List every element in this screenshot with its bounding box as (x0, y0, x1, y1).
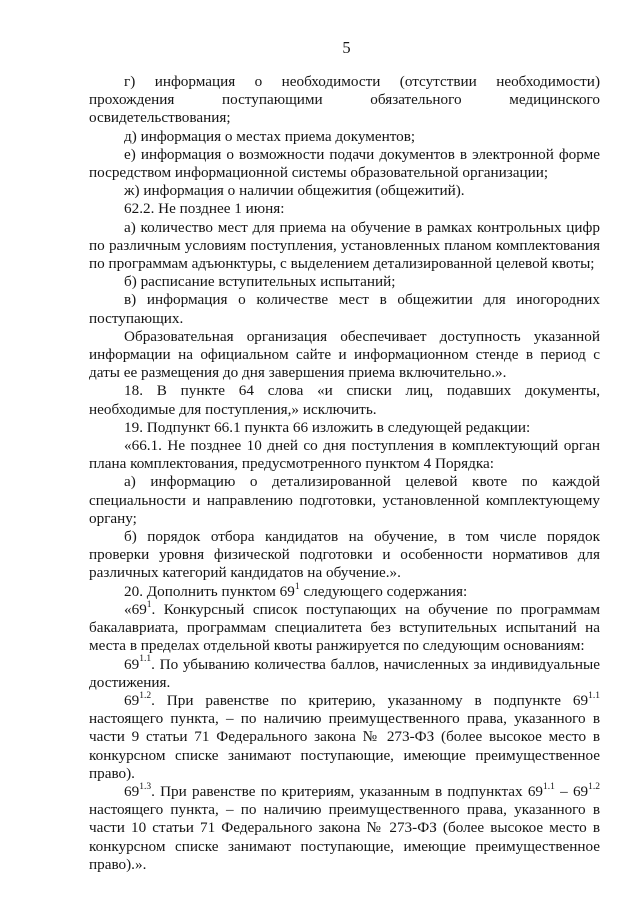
paragraph (89, 273, 600, 291)
paragraph (89, 528, 600, 583)
paragraph-text: «69 (124, 600, 147, 618)
paragraph-text: г) информация о необходимости (отсутствии необходимости) прохождения поступающими обязательного медицинского освидетельствования; (89, 73, 600, 127)
paragraph-text: . При равенстве по критерию, указанному в подпункте 69 (151, 691, 589, 709)
superscript: 1 (294, 581, 300, 592)
document-body (89, 73, 600, 874)
paragraph-text: – 69 (554, 782, 589, 800)
paragraph-text: . По убыванию количества баллов, начисленных за индивидуальные достижения. (89, 655, 600, 691)
paragraph (89, 583, 600, 601)
paragraph-text: а) количество мест для приема на обучение в рамках контрольных цифр по различным условиям поступления, установленных планом комплектования по программам адъюнктуры, с выделением детализированной целевой квоты; (89, 218, 600, 273)
paragraph-text: . Конкурсный список поступающих на обучение по программам бакалавриата, программам специалитета без вступительных испытаний на места в пределах отдельной квоты ранжируется по следующим основаниям: (89, 600, 600, 655)
paragraph-text: 20. Дополнить пунктом 69 (124, 582, 295, 600)
superscript: 1.1 (543, 781, 555, 792)
paragraph-text: «66.1. Не позднее 10 дней со дня поступления в комплектующий орган плана комплектования, предусмотренного пунктом 4 Порядка: (89, 437, 600, 473)
paragraph (89, 382, 600, 418)
superscript: 1.3 (139, 781, 152, 792)
paragraph-text: 18. В пункте 64 слова «и списки лиц, подавших документы, необходимые для поступления,» исключить. (89, 382, 600, 418)
paragraph (89, 219, 600, 274)
paragraph-text: Образовательная организация обеспечивает доступность указанной информации на официальном сайте и информационном стенде в период с даты ее размещения до дня завершения приема включительно.». (89, 327, 600, 382)
paragraph-text: б) порядок отбора кандидатов на обучение, в том числе порядок проверки уровня физической подготовки и особенности нормативов для различных категорий кандидатов на обучение.». (89, 528, 600, 582)
paragraph-text: следующего содержания: (299, 582, 468, 600)
paragraph (89, 291, 600, 327)
superscript: 1.2 (588, 781, 600, 792)
paragraph (89, 656, 600, 692)
paragraph (89, 692, 600, 783)
paragraph-text: ж) информация о наличии общежития (общежитий). (124, 182, 465, 200)
paragraph-text: б) расписание вступительных испытаний; (124, 273, 396, 291)
paragraph (89, 73, 600, 128)
paragraph (89, 182, 600, 200)
paragraph (89, 473, 600, 528)
paragraph-text: д) информация о местах приема документов; (124, 127, 416, 145)
superscript: 1 (146, 599, 152, 610)
paragraph-text: а) информацию о детализированной целевой квоте по каждой специальности и направлению подготовки, установленной комплектующему органу; (89, 473, 600, 527)
paragraph (89, 200, 600, 218)
paragraph (89, 419, 600, 437)
paragraph (89, 783, 600, 874)
paragraph-text: е) информация о возможности подачи документов в электронной форме посредством информационной системы образовательной организации; (89, 145, 600, 182)
page-number: 5 (342, 38, 351, 57)
paragraph (89, 128, 600, 146)
paragraph-text: в) информация о количестве мест в общежитии для иногородних поступающих. (89, 291, 600, 327)
paragraph-text: настоящего пункта, – по наличию преимущественного права, указанного в части 9 статьи 71 Федерального закона № 273-ФЗ (более высокое место в конкурсном списке занимают поступающие, имеющие преимущественное право). (89, 710, 600, 782)
paragraph-text: настоящего пункта, – по наличию преимущественного права, указанного в части 10 статьи 71 Федерального закона № 273-ФЗ (более высокое место в конкурсном списке занимают поступающие, имеющие преимущественное право).». (89, 801, 600, 873)
paragraph-text: 69 (124, 655, 140, 673)
paragraph (89, 437, 600, 473)
paragraph-text: 19. Подпункт 66.1 пункта 66 изложить в следующей редакции: (124, 418, 531, 436)
paragraph (89, 328, 600, 383)
paragraph-text: . При равенстве по критериям, указанным в подпунктах 69 (151, 782, 544, 800)
superscript: 1.1 (139, 654, 152, 665)
paragraph (89, 146, 600, 182)
paragraph (89, 601, 600, 656)
paragraph-text: 62.2. Не позднее 1 июня: (124, 200, 285, 218)
superscript: 1.2 (139, 690, 152, 701)
superscript: 1.1 (588, 690, 600, 701)
paragraph-text: 69 (124, 691, 140, 709)
paragraph-text: 69 (124, 782, 140, 800)
